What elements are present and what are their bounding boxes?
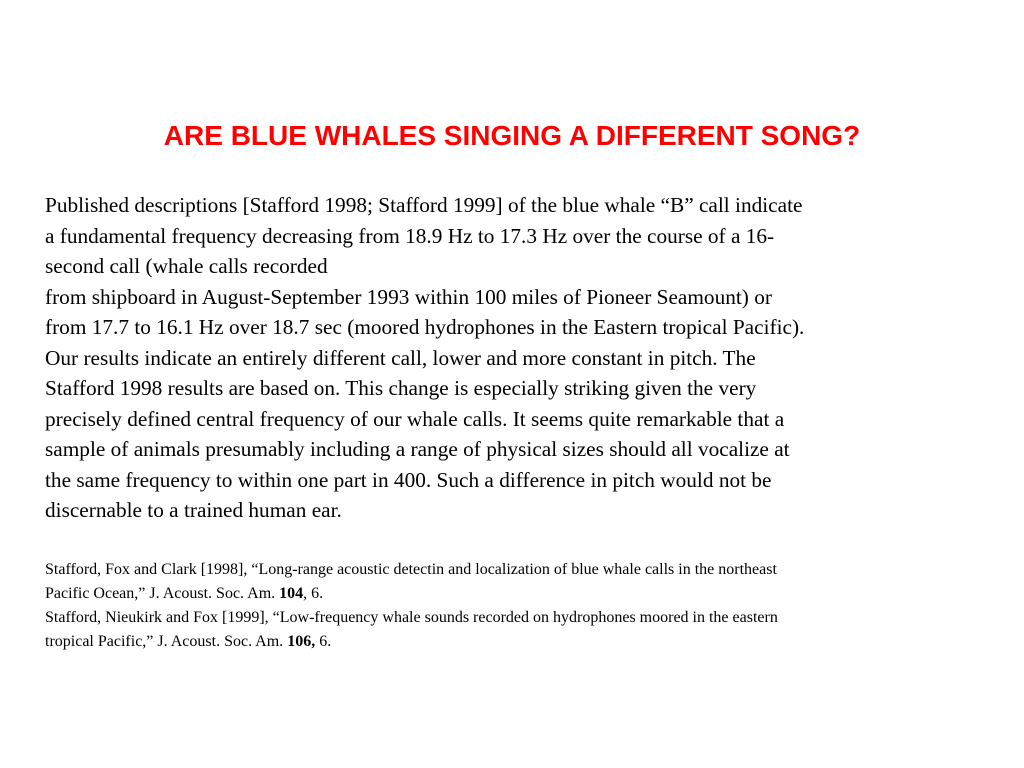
body-line: a fundamental frequency decreasing from 18.9 Hz to 17.3 Hz over the course of a 16- xyxy=(45,223,775,248)
reference-1-volume: 104 xyxy=(279,585,304,602)
body-line: from 17.7 to 16.1 Hz over 18.7 sec (moored hydrophones in the Eastern tropical Pacific). xyxy=(45,315,805,339)
body-line: Our results indicate an entirely different call, lower and more constant in pitch. The xyxy=(45,345,756,370)
body-line: discernable to a trained human ear. xyxy=(45,498,342,522)
body-paragraph xyxy=(45,190,980,526)
reference-2-line-2 xyxy=(45,630,980,654)
reference-2-issue: 6. xyxy=(315,633,332,650)
body-line: Stafford 1998 results are based on. This change is especially striking given the very xyxy=(45,376,757,400)
reference-1-line-1: Stafford, Fox and Clark [1998], “Long-range acoustic detectin and localization of blue whale calls in the northeast xyxy=(45,561,777,578)
body-line: second call (whale calls recorded xyxy=(45,254,328,278)
reference-2-citation: tropical Pacific,” J. Acoust. Soc. Am. xyxy=(45,633,288,650)
reference-2-line-1: Stafford, Nieukirk and Fox [1999], “Low-frequency whale sounds recorded on hydrophones moored in the eastern xyxy=(45,609,778,626)
reference-1-issue: , 6. xyxy=(303,585,324,602)
references xyxy=(45,558,980,654)
reference-1-line-2 xyxy=(45,582,980,606)
body-line: the same frequency to within one part in 400. Such a difference in pitch would not be xyxy=(45,467,772,492)
slide-title: ARE BLUE WHALES SINGING A DIFFERENT SONG? xyxy=(163,120,861,151)
reference-1-citation: Pacific Ocean,” J. Acoust. Soc. Am. xyxy=(45,585,280,602)
body-line: from shipboard in August-September 1993 within 100 miles of Pioneer Seamount) or xyxy=(45,284,772,309)
body-line: sample of animals presumably including a range of physical sizes should all vocalize at xyxy=(45,437,790,461)
body-line: precisely defined central frequency of our whale calls. It seems quite remarkable that a xyxy=(45,406,785,431)
body-line: Published descriptions [Stafford 1998; Stafford 1999] of the blue whale “B” call indicate xyxy=(45,193,803,217)
reference-2-volume: 106, xyxy=(287,633,316,650)
